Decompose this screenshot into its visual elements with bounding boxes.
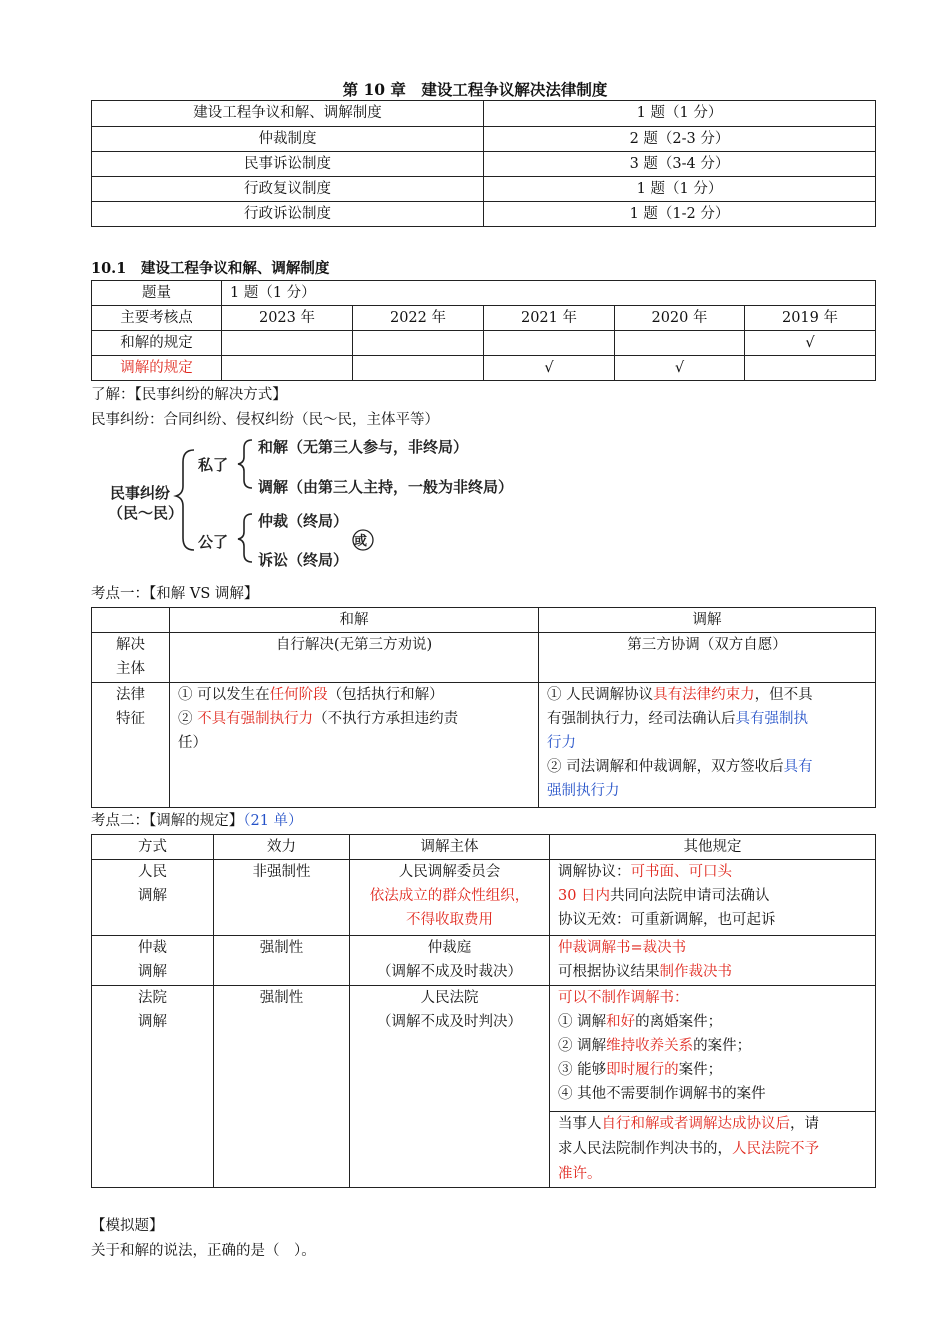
- mediate-feature-1: ① 人民调解协议具有法律约束力，但不具: [547, 687, 813, 703]
- mediate-feature-1-end: 行力: [547, 735, 576, 751]
- header-body: 调解主体: [350, 835, 550, 860]
- count-label: 题量: [92, 281, 222, 306]
- court-other-1: 可以不制作调解书：: [558, 990, 689, 1006]
- private-brace: [238, 440, 252, 488]
- people-effect: 非强制性: [214, 860, 350, 936]
- court-para-1: 当事人自行和解或者调解达成协议后，请: [558, 1116, 819, 1132]
- court-other-5: ④ 其他不需要制作调解书的案件: [558, 1086, 766, 1102]
- summary-count: 1 题（1 分）: [484, 101, 876, 127]
- feature-label-2: 特征: [116, 711, 145, 727]
- points-label: 主要考核点: [92, 306, 222, 331]
- arbitration-effect: 强制性: [214, 936, 350, 986]
- mediate-feature-2: ② 司法调解和仲裁调解，双方签收后具有: [547, 759, 813, 775]
- reconcile-feature-2: ② 不具有强制执行力（不执行方承担违约责: [178, 711, 459, 727]
- arbitration-body-note: （调解不成及时裁决）: [377, 964, 522, 980]
- people-other-3: 协议无效：可重新调解，也可起诉: [558, 912, 776, 928]
- root-label: 民事纠纷: [110, 484, 171, 502]
- arbitrate-branch: 仲裁（终局）: [258, 512, 349, 530]
- arbitration-body: 仲裁庭: [427, 940, 472, 956]
- col-reconcile: 和解: [170, 608, 539, 633]
- point1-title: 考点一：【和解 VS 调解】: [91, 586, 259, 602]
- people-body: 人民调解委员会: [398, 864, 501, 880]
- subject-label: 解决: [116, 637, 145, 653]
- point2-title: 考点二：【调解的规定】（21 单）: [91, 813, 303, 829]
- litigate-branch: 诉讼（终局）: [258, 551, 349, 569]
- check-mark: √: [615, 356, 745, 381]
- or-label: 或: [354, 534, 368, 549]
- count-value: 1 题（1 分）: [222, 281, 876, 306]
- civil-dispute-line: 民事纠纷：合同纠纷、侵权纠纷（民～民，主体平等）: [91, 412, 439, 428]
- mediation-table: [91, 834, 876, 1188]
- people-other-1: 调解协议：可书面、可口头: [558, 864, 732, 880]
- court-para-2: 求人民法院制作判决书的，人民法院不予: [558, 1141, 819, 1157]
- court-other-4: ③ 能够即时履行的案件；: [558, 1062, 723, 1078]
- check-mark: [615, 331, 745, 356]
- people-body-note: 依法成立的群众性组织，: [369, 888, 530, 904]
- people-mediation-label: 人民: [138, 864, 167, 880]
- summary-topic: 仲裁制度: [92, 127, 484, 152]
- court-mediation-label: 法院: [138, 990, 167, 1006]
- reconcile-feature-2-cont: 任）: [178, 735, 207, 751]
- section-title: 10.1 建设工程争议和解、调解制度: [91, 260, 330, 277]
- summary-count: 3 题（3-4 分）: [484, 152, 876, 177]
- arbitration-other-2: 可根据协议结果制作裁决书: [558, 964, 732, 980]
- court-effect: 强制性: [214, 986, 350, 1188]
- mediate-feature-1-cont: 有强制执行力，经司法确认后具有强制执: [547, 711, 808, 727]
- year-header: 2023 年: [222, 306, 353, 331]
- understand-line: 了解：【民事纠纷的解决方式】: [91, 387, 287, 403]
- header-method: 方式: [92, 835, 214, 860]
- people-mediation-label-2: 调解: [138, 888, 167, 904]
- summary-count: 1 题（1-2 分）: [484, 202, 876, 227]
- mediate-subject: 第三方协调（双方自愿）: [539, 633, 876, 683]
- row-mediate: 调解的规定: [92, 356, 222, 381]
- exam-table: [91, 280, 876, 381]
- arbitration-mediation-label: 仲裁: [138, 940, 167, 956]
- year-header: 2020 年: [615, 306, 745, 331]
- summary-table: [91, 100, 876, 227]
- court-body: 人民法院: [420, 990, 479, 1006]
- summary-count: 1 题（1 分）: [484, 177, 876, 202]
- public-label: 公了: [198, 533, 229, 551]
- arbitration-other-1: 仲裁调解书=裁决书: [558, 940, 687, 956]
- check-mark: [222, 356, 353, 381]
- public-brace: [238, 514, 252, 562]
- header-other: 其他规定: [550, 835, 876, 860]
- summary-topic: 行政复议制度: [92, 177, 484, 202]
- arbitration-mediation-label-2: 调解: [138, 964, 167, 980]
- year-header: 2021 年: [484, 306, 615, 331]
- col-mediate: 调解: [539, 608, 876, 633]
- court-body-note: （调解不成及时判决）: [377, 1014, 522, 1030]
- header-effect: 效力: [214, 835, 350, 860]
- summary-count: 2 题（2-3 分）: [484, 127, 876, 152]
- reconcile-feature-1: ① 可以发生在任何阶段（包括执行和解）: [178, 687, 444, 703]
- check-mark: [353, 356, 484, 381]
- row-reconcile: 和解的规定: [92, 331, 222, 356]
- court-other-3: ② 调解维持收养关系的案件；: [558, 1038, 752, 1054]
- check-mark: [484, 331, 615, 356]
- mediate-branch: 调解（由第三人主持，一般为非终局）: [258, 478, 514, 496]
- feature-label: 法律: [116, 687, 145, 703]
- check-mark: √: [745, 331, 876, 356]
- check-mark: [353, 331, 484, 356]
- court-mediation-label-2: 调解: [138, 1014, 167, 1030]
- people-other-2: 30 日内共同向法院申请司法确认: [558, 888, 770, 904]
- compare-table: [91, 607, 876, 808]
- check-mark: [745, 356, 876, 381]
- mock-title: 【模拟题】: [91, 1218, 164, 1234]
- year-header: 2022 年: [353, 306, 484, 331]
- court-para-3: 准许。: [558, 1166, 602, 1182]
- reconcile-branch: 和解（无第三人参与，非终局）: [258, 438, 469, 456]
- check-mark: [222, 331, 353, 356]
- mediate-feature-2-end: 强制执行力: [547, 783, 620, 799]
- private-label: 私了: [198, 456, 229, 474]
- chapter-title: 第 10 章 建设工程争议解决法律制度: [342, 80, 608, 99]
- reconcile-subject: 自行解决(无第三方劝说): [170, 633, 539, 683]
- root-sublabel: （民～民）: [108, 504, 184, 522]
- root-brace: [176, 450, 194, 550]
- summary-topic: 行政诉讼制度: [92, 202, 484, 227]
- summary-topic: 民事诉讼制度: [92, 152, 484, 177]
- summary-topic: 建设工程争议和解、调解制度: [92, 101, 484, 127]
- check-mark: √: [484, 356, 615, 381]
- court-other-2: ① 调解和好的离婚案件；: [558, 1014, 723, 1030]
- year-header: 2019 年: [745, 306, 876, 331]
- subject-label-2: 主体: [116, 661, 145, 677]
- question: 关于和解的说法，正确的是（ ）。: [91, 1243, 316, 1259]
- people-body-note-2: 不得收取费用: [406, 912, 493, 928]
